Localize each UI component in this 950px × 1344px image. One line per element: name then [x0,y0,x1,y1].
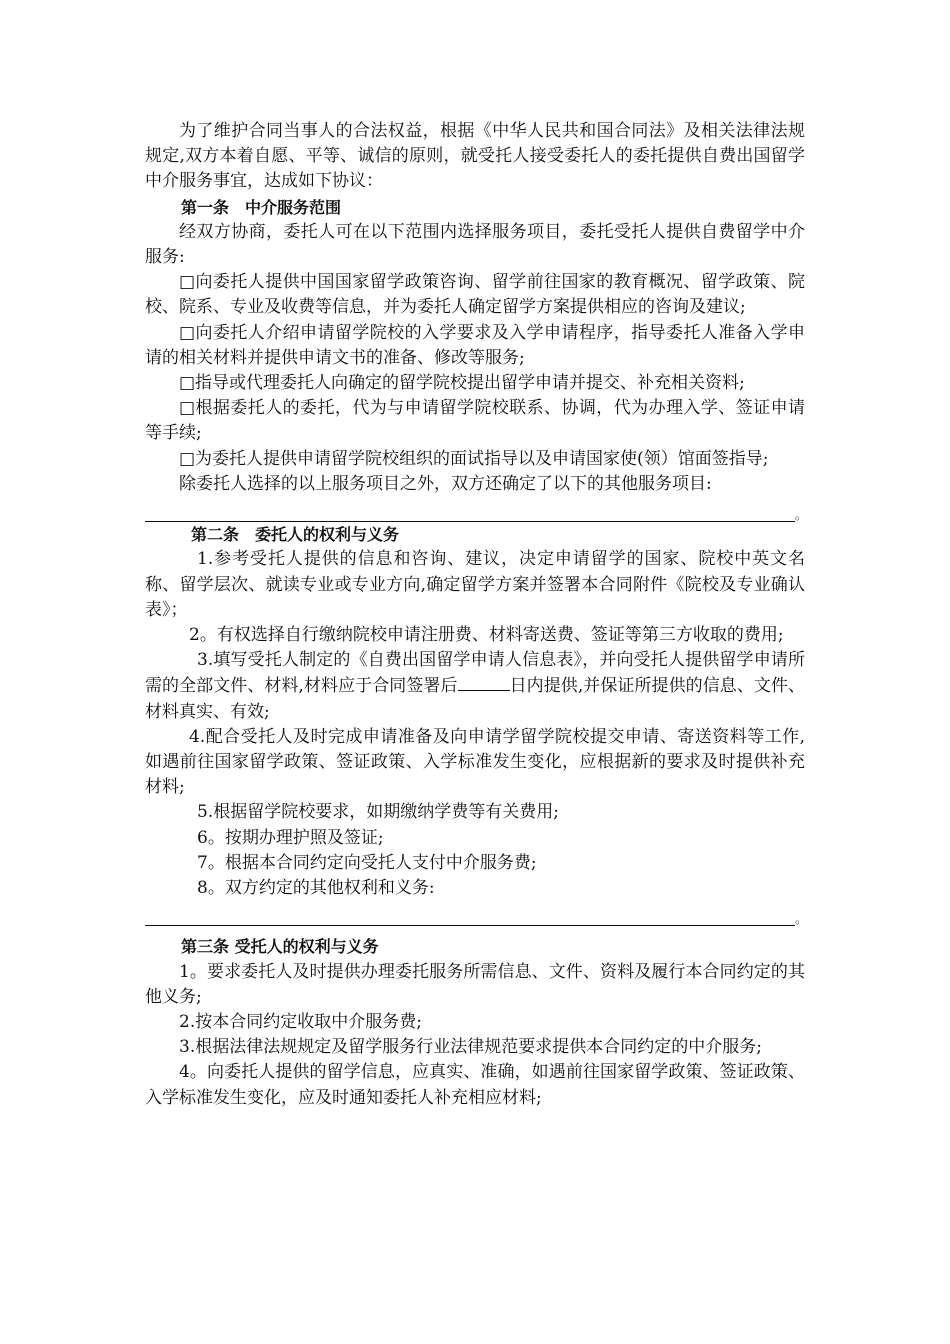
client-duty-2: 2。有权选择自行缴纳院校申请注册费、材料寄送费、签证等第三方收取的费用; [189,625,784,646]
article-3-heading: 第三条 受托人的权利与义务 [181,937,379,957]
contract-page [145,119,808,1111]
client-duty-6: 6。按期办理护照及签证; [197,827,384,848]
intro-paragraph: 为了维护合同当事人的合法权益，根据《中华人民共和国合同法》及相关法律法规规定,双方本着自愿、平等、诚信的原则，就受托人接受委托人的委托提供自费出国留学中介服务事宜，达成如下协议： [145,121,805,192]
article-1-heading: 第一条 中介服务范围 [181,197,342,217]
fill-rule [145,908,795,926]
client-duty-5: 5.根据留学院校要求，如期缴纳学费等有关费用; [197,802,559,823]
service-option-5: □为委托人提供申请留学院校组织的面试指导以及申请国家使(领）馆面签指导; [179,448,769,469]
line-end-mark: 。 [795,912,808,927]
agent-duty-1: 1。要求委托人及时提供办理委托服务所需信息、文件、资料及履行本合同约定的其他义务; [145,961,805,1007]
agent-duty-3: 3.根据法律法规规定及留学服务行业法律规范要求提供本合同约定的中介服务; [179,1037,762,1058]
service-option-1: □向委托人提供中国国家留学政策咨询、留学前往国家的教育概况、留学政策、院校、院系、专业及收费等信息，并为委托人确定留学方案提供相应的咨询及建议; [145,272,805,318]
client-duty-1: 1.参考受托人提供的信息和咨询、建议，决定申请留学的国家、院校中英文名称、留学层次、就读专业或专业方向,确定留学方案并签署本合同附件《院校及专业确认表》； [145,549,805,620]
article-1-lead: 经双方协商，委托人可在以下范围内选择服务项目，委托受托人提供自费留学中介服务: [145,221,805,268]
client-duty-3 [145,648,805,725]
client-duty-3-text-b: 日内提供,并保证所提供的信息、文件、材料真实、有效; [145,676,805,722]
other-duties-fill-line[interactable] [145,901,808,927]
agent-duty-4: 4。向委托人提供的留学信息，应真实、准确，如遇前往国家留学政策、签证政策、入学标准发生变化，应及时通知委托人补充相应材料; [145,1062,805,1108]
service-option-2: □向委托人介绍申请留学院校的入学要求及入学申请程序，指导委托人准备入学申请的相关材料并提供申请文书的准备、修改等服务; [145,322,805,368]
client-duty-8: 8。双方约定的其他权利和义务: [197,878,435,899]
client-duty-4: 4.配合受托人及时完成申请准备及向申请学留学院校提交申请、寄送资料等工作,如遇前往国家留学政策、签证政策、入学标准发生变化，应根据新的要求及时提供补充材料; [145,726,805,798]
days-blank-field[interactable] [458,673,510,691]
client-duty-3-text-a: 3.填写受托人制定的《自费出国留学申请人信息表》，并向受托人提供留学申请所需的全部文件、材料,材料应于合同签署后 [145,650,805,697]
fill-rule [145,504,795,522]
service-option-4: □根据委托人的委托，代为与申请留学院校联系、协调，代为办理入学、签证申请等手续; [145,398,805,444]
line-end-mark: 。 [795,508,808,523]
agent-duty-2: 2.按本合同约定收取中介服务费; [179,1012,422,1033]
other-services-label: 除委托人选择的以上服务项目之外，双方还确定了以下的其他服务项目: [179,473,712,494]
other-services-fill-line[interactable] [145,497,808,523]
client-duty-7: 7。根据本合同约定向受托人支付中介服务费; [197,852,537,873]
service-option-3: □指导或代理委托人向确定的留学院校提出留学申请并提交、补充相关资料; [179,373,745,394]
article-2-heading: 第二条 委托人的权利与义务 [191,525,400,545]
